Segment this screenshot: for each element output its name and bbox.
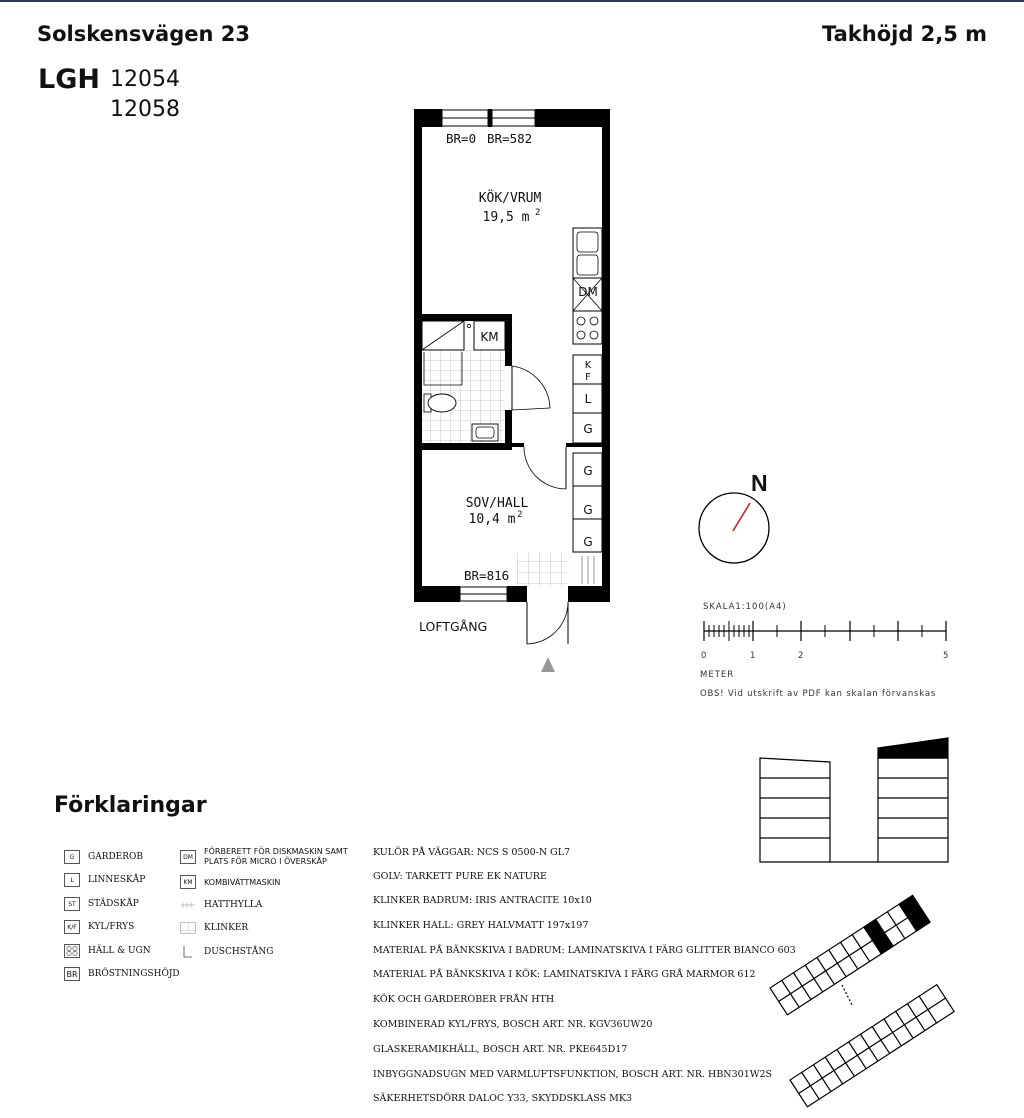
legend-item-label: KOMBIVÄTTMASKIN bbox=[204, 877, 281, 887]
spec-line: KLINKER BADRUM: IRIS ANTRACITE 10x10 bbox=[373, 895, 592, 906]
fixture-l-label: L bbox=[584, 392, 592, 406]
lgh-label: LGH bbox=[38, 64, 100, 95]
entrance-arrow-icon bbox=[541, 657, 555, 672]
spec-line: SÄKERHETSDÖRR DALOC Y33, SKYDDSKLASS MK3 bbox=[373, 1093, 632, 1104]
scale-tick-1: 1 bbox=[750, 651, 757, 661]
fixture-g2-label: G bbox=[583, 464, 593, 478]
compass-icon bbox=[699, 493, 769, 563]
legend-item-label: KLINKER bbox=[204, 923, 249, 933]
room-area-sov: 10,4 m bbox=[468, 512, 516, 527]
spec-line: KÖK OCH GARDEROBER FRÅN HTH bbox=[373, 994, 555, 1005]
legend-code-box: L bbox=[64, 873, 80, 887]
room-area-kok: 19,5 m bbox=[482, 210, 530, 225]
room-area-kok-sup: 2 bbox=[535, 208, 541, 218]
building-elevation-diagram bbox=[760, 738, 948, 862]
legend-item-label: STÄDSKÅP bbox=[88, 899, 139, 909]
legend-item-brostningshojd bbox=[64, 967, 180, 981]
spec-line: INBYGGNADSUGN MED VARMLUFTSFUNKTION, BOSCH ART. NR. HBN301W2S bbox=[373, 1069, 773, 1080]
window-label-br816: BR=816 bbox=[464, 568, 510, 583]
legend-item-label: FÖRBERETT FÖR DISKMASKIN SAMT bbox=[204, 847, 348, 856]
outside-label-loftgang: LOFTGÅNG bbox=[419, 619, 488, 634]
stove-icon bbox=[64, 944, 80, 958]
legend-item-label: DUSCHSTÅNG bbox=[204, 947, 274, 957]
spec-line: GLASKERAMIKHÄLL, BOSCH ART. NR. PKE645D17 bbox=[373, 1044, 628, 1055]
scale-tick-0: 0 bbox=[701, 651, 708, 661]
legend-code-box: K/F bbox=[64, 920, 80, 934]
apartment-number-1: 12054 bbox=[110, 67, 180, 92]
spec-line: KOMBINERAD KYL/FRYS, BOSCH ART. NR. KGV36UW20 bbox=[373, 1019, 653, 1030]
hat-shelf-icon bbox=[180, 898, 196, 912]
spec-line: GOLV: TARKETT PURE EK NATURE bbox=[373, 871, 547, 882]
window-label-br582: BR=582 bbox=[487, 131, 533, 146]
fixture-k-label: K bbox=[584, 360, 592, 371]
legend-item-duschstang bbox=[180, 945, 273, 959]
legend-code-box: G bbox=[64, 850, 80, 864]
fixture-f-label: F bbox=[585, 372, 591, 383]
site-key-plan bbox=[770, 895, 954, 1106]
legend-code-box: BR bbox=[64, 967, 80, 981]
legend-item-diskmaskin bbox=[180, 847, 348, 867]
scale-tick-5: 5 bbox=[943, 651, 950, 661]
legend-item-kylfrys bbox=[64, 920, 134, 934]
legend-item-label: KYL/FRYS bbox=[88, 922, 135, 932]
fixture-g3-label: G bbox=[583, 503, 593, 517]
compass-north-label: N bbox=[751, 470, 768, 496]
legend-item-linneskap bbox=[64, 873, 145, 887]
legend-item-label-2: PLATS FÖR MICRO I ÖVERSKÅP bbox=[204, 857, 327, 866]
address-title: Solskensvägen 23 bbox=[37, 22, 250, 46]
legend-item-klinker bbox=[180, 921, 248, 935]
spec-line: KULÖR PÅ VÄGGAR: NCS S 0500-N GL7 bbox=[373, 847, 571, 858]
scale-title: SKALA1:100(A4) bbox=[703, 602, 787, 612]
apartment-number-2: 12058 bbox=[110, 97, 180, 122]
scale-bar bbox=[704, 621, 946, 641]
room-name-sov: SOV/HALL bbox=[465, 496, 529, 511]
legend-item-stadskap bbox=[64, 897, 139, 911]
spec-line: MATERIAL PÅ BÄNKSKIVA I BADRUM: LAMINATSKIVA I FÄRG GLITTER BIANCO 603 bbox=[373, 945, 796, 956]
legend-item-hatthylla bbox=[180, 898, 262, 912]
legend-item-label: LINNESKÅP bbox=[88, 875, 146, 885]
shower-rail-icon bbox=[180, 945, 196, 959]
legend-item-kombivattmaskin bbox=[180, 875, 280, 889]
room-name-kok: KÖK/VRUM bbox=[478, 191, 542, 206]
legend-item-label: BRÖSTNINGSHÖJD bbox=[88, 969, 180, 979]
legend-code-box: ST bbox=[64, 897, 80, 911]
legend-item-label: GARDEROB bbox=[88, 852, 144, 862]
floor-plan bbox=[414, 109, 610, 672]
fixture-g1-label: G bbox=[583, 422, 593, 436]
legend-item-label: HATTHYLLA bbox=[204, 900, 263, 910]
room-area-sov-sup: 2 bbox=[517, 510, 523, 520]
legend-title: Förklaringar bbox=[54, 793, 207, 818]
scale-note: OBS! Vid utskrift av PDF kan skalan förvanskas bbox=[700, 689, 937, 699]
spec-line: MATERIAL PÅ BÄNKSKIVA I KÖK: LAMINATSKIVA I FÄRG GRÅ MARMOR 612 bbox=[373, 969, 756, 980]
legend-item-garderob bbox=[64, 850, 143, 864]
fixture-dm-label: DM bbox=[578, 285, 598, 299]
fixture-g4-label: G bbox=[583, 535, 593, 549]
fixture-km-label: KM bbox=[480, 330, 499, 344]
ceiling-height: Takhöjd 2,5 m bbox=[822, 22, 988, 46]
scale-tick-2: 2 bbox=[798, 651, 805, 661]
legend-code-box: KM bbox=[180, 875, 196, 889]
spec-line: KLINKER HALL: GREY HALVMATT 197x197 bbox=[373, 920, 589, 931]
legend-item-label: HÄLL & UGN bbox=[88, 946, 151, 956]
tile-icon bbox=[180, 921, 196, 935]
legend-item-hall-ugn bbox=[64, 944, 151, 958]
scale-unit: METER bbox=[700, 670, 735, 680]
window-label-br0: BR=0 bbox=[446, 131, 477, 146]
legend-code-box: DM bbox=[180, 850, 196, 864]
